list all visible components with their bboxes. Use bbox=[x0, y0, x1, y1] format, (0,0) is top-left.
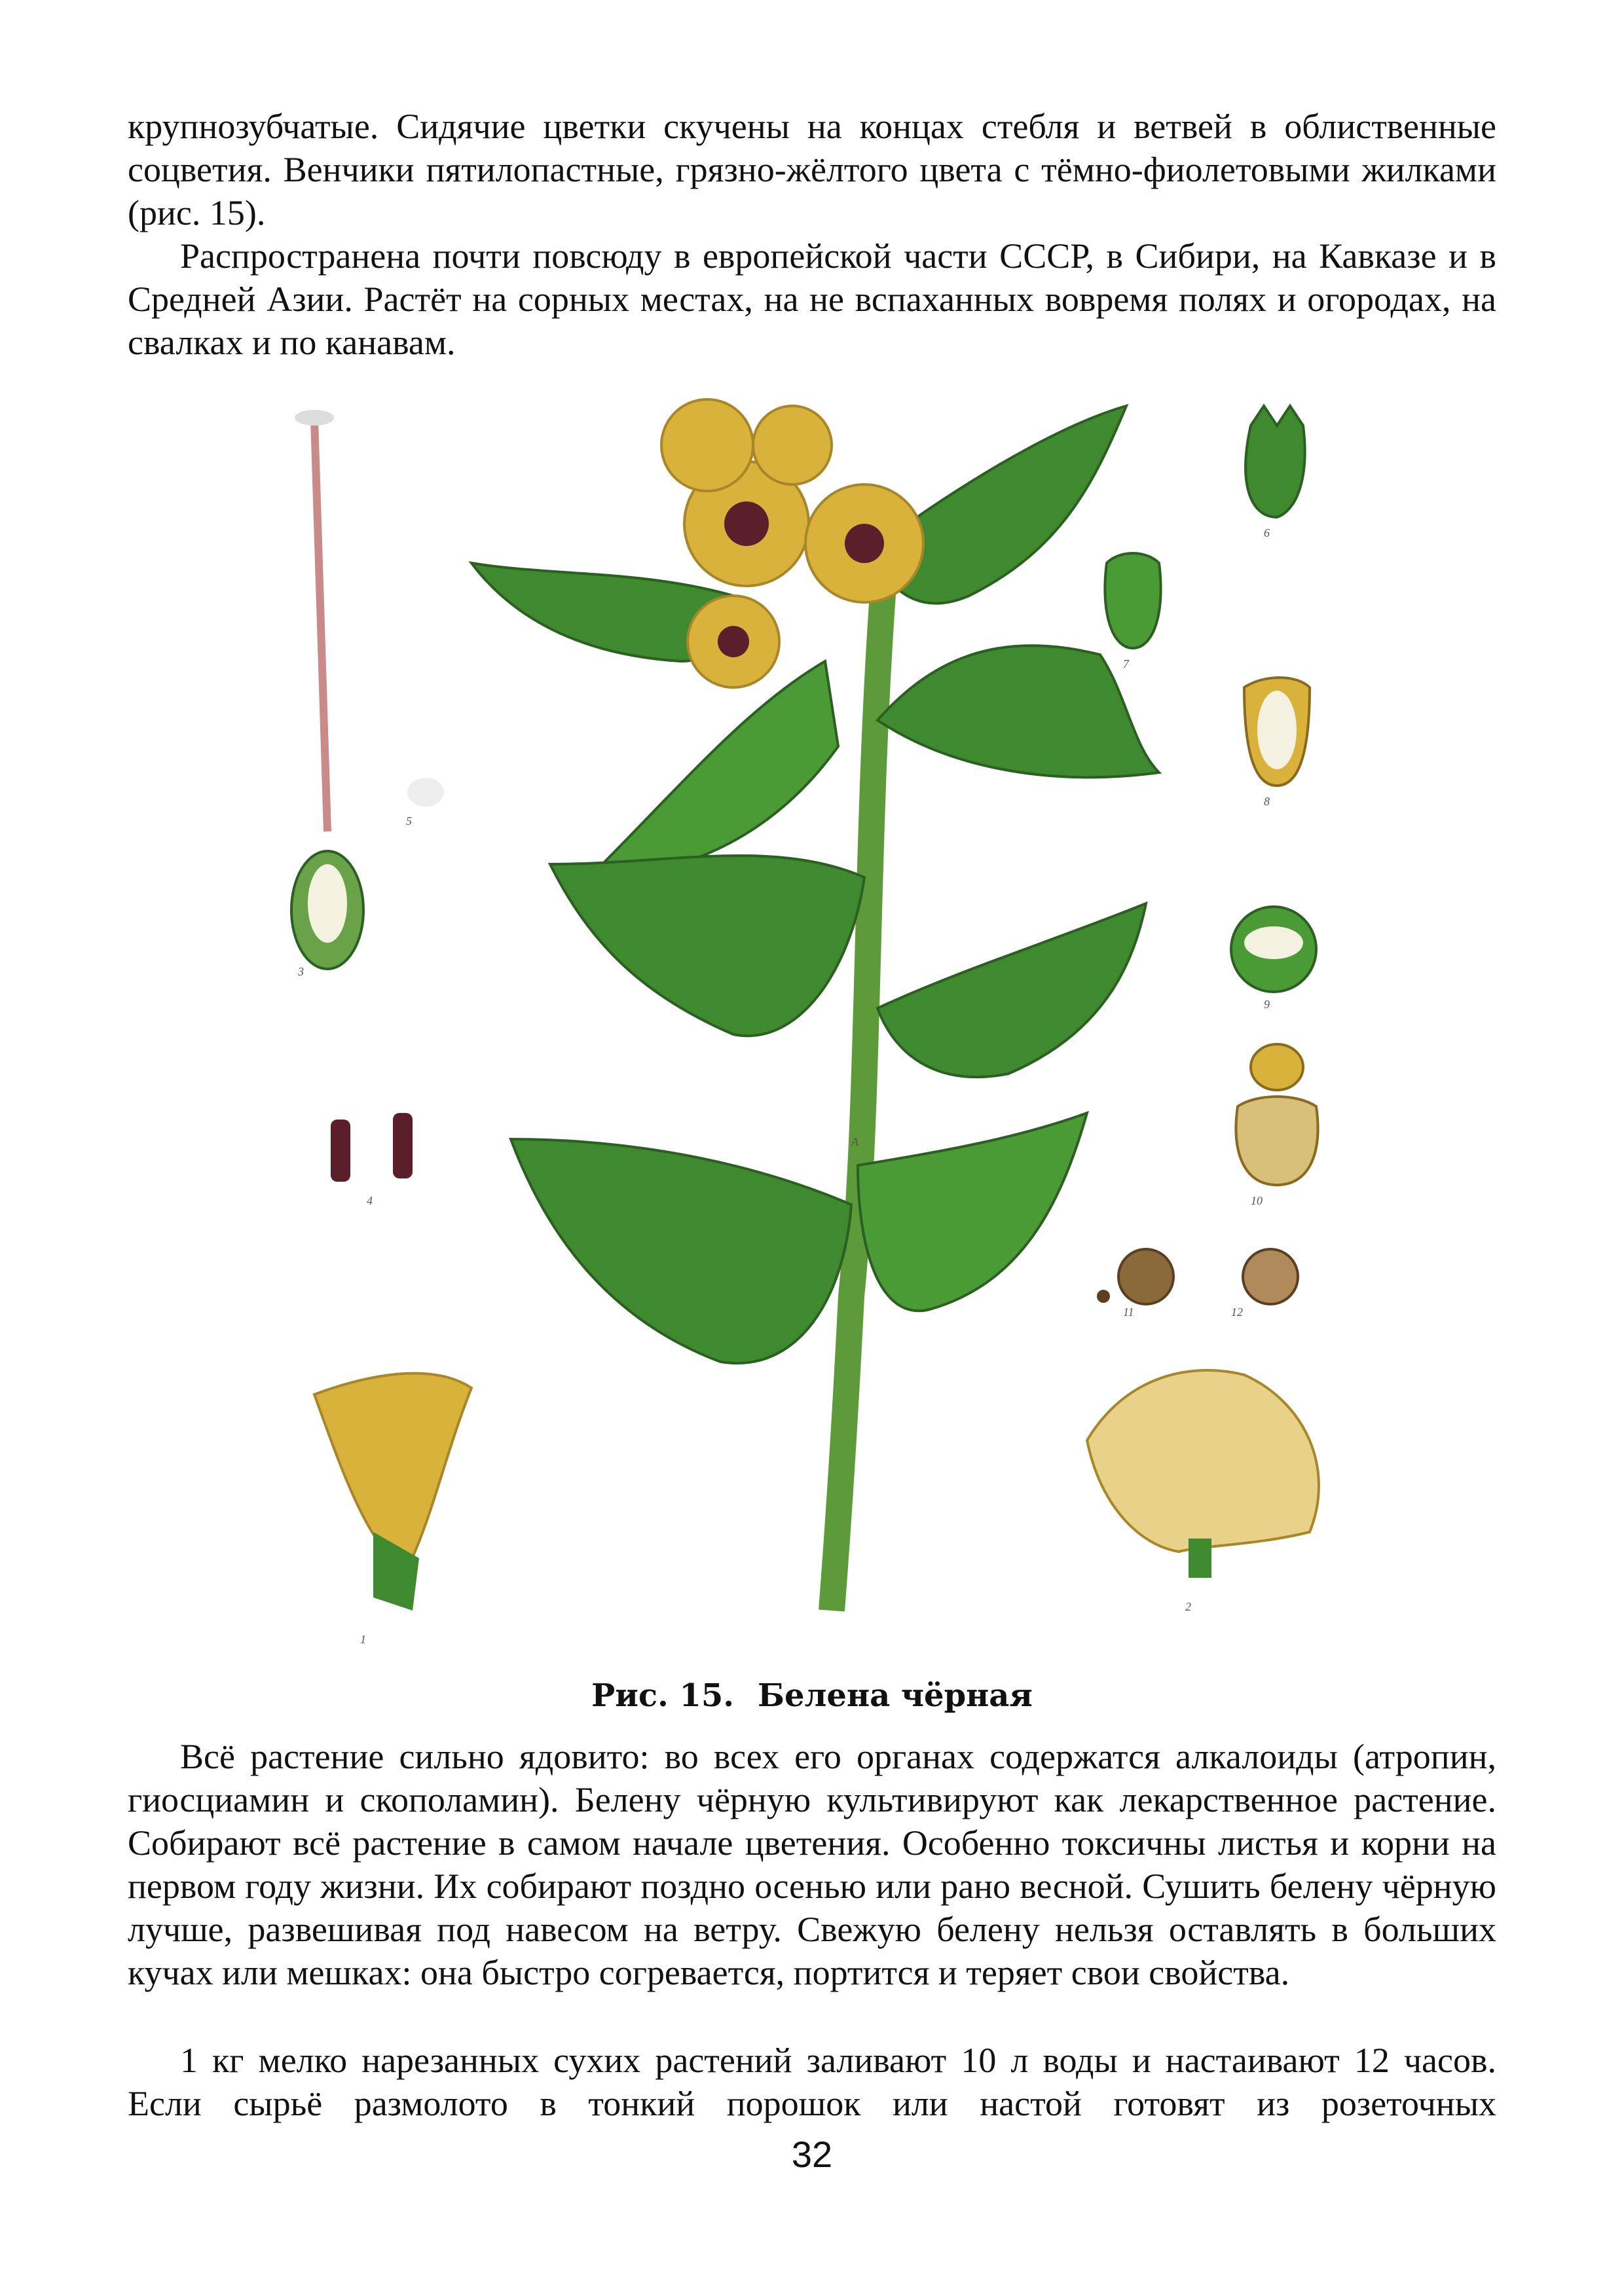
figure-caption bbox=[0, 1677, 1624, 1714]
figure-label-2: 2 bbox=[1185, 1600, 1191, 1613]
figure-label-10: 10 bbox=[1251, 1194, 1263, 1207]
main-stem bbox=[832, 576, 884, 1611]
leaf-lower-right bbox=[858, 1113, 1087, 1311]
figure-label-3: 3 bbox=[298, 965, 304, 978]
detail-stamen-b bbox=[393, 1113, 413, 1178]
paragraph-recipe: 1 кг мелко нарезанных сухих растений заливают 10 л воды и настаивают 12 часов. Если сырьё размолото в тонкий порошок или настой готовят из розеточных bbox=[128, 2041, 1496, 2123]
figure-label-8: 8 bbox=[1264, 795, 1270, 808]
figure-henbane-illustration bbox=[275, 380, 1349, 1656]
figure-caption-number: Рис. 15. bbox=[591, 1677, 735, 1714]
page-number: 32 bbox=[791, 2134, 833, 2175]
detail-pyxis-lid-10 bbox=[1251, 1044, 1303, 1090]
leaf-lower-left bbox=[511, 1139, 851, 1363]
detail-seed-5 bbox=[407, 778, 444, 807]
figure-label-7: 7 bbox=[1123, 657, 1129, 670]
detail-flower-side bbox=[314, 1374, 471, 1571]
figure-label-6: 6 bbox=[1264, 526, 1270, 539]
figure-label-12: 12 bbox=[1231, 1305, 1243, 1319]
figure-label-9: 9 bbox=[1264, 998, 1270, 1011]
leaf-middle-left bbox=[550, 856, 864, 1036]
detail-pyxis-10 bbox=[1236, 1097, 1318, 1185]
detail-capsule-7 bbox=[1105, 553, 1160, 648]
figure-label-11: 11 bbox=[1123, 1305, 1134, 1319]
paragraph-distribution: Распространена почти повсюду в европейской части СССР, в Сибири, на Кавказе и в Средней Азии. Растёт на сорных местах, на не вспаханных вовремя полях и огородах, на свалках и по канавам. bbox=[128, 236, 1496, 362]
henbane-botanical-drawing bbox=[275, 380, 1349, 1656]
leaf-upper-left bbox=[589, 661, 838, 877]
paragraph-description: крупнозубчатые. Сидячие цветки скучены на концах стебля и ветвей в облиственные соцветия. Венчики пятилопастные, грязно-жёлтого цвета с тёмно-фиолетовыми жилками (рис. 15). bbox=[128, 107, 1496, 232]
paragraph-toxicity: Всё растение сильно ядовито: во всех его органах содержатся алкалоиды (атропин, гиосциамин и скополамин). Белену чёрную культивируют как лекарственное растение. Собирают всё растение в самом начале цветения. Особенно токсичны листья и корни на первом году жизни. Их собирают поздно осенью или рано весной. Сушить белену чёрную лучше, развешивая под навесом на ветру. Свежую белену нельзя оставлять в больших кучах или мешках: она быстро согревается, портится и теряет свои свойства. bbox=[128, 1737, 1496, 1992]
detail-seed-11 bbox=[1118, 1249, 1173, 1304]
detail-flower-open bbox=[1087, 1370, 1319, 1552]
detail-fruit-6 bbox=[1246, 406, 1304, 517]
figure-label-4: 4 bbox=[367, 1194, 373, 1207]
figure-label-1: 1 bbox=[360, 1633, 366, 1646]
figure-caption-title: Белена чёрная bbox=[758, 1677, 1033, 1714]
leaf-upper-right bbox=[877, 646, 1159, 777]
figure-label-5: 5 bbox=[406, 814, 412, 828]
detail-pistil bbox=[291, 410, 363, 969]
leaf-middle-right bbox=[877, 903, 1146, 1077]
figure-label-a: A bbox=[851, 1135, 858, 1148]
detail-stamen-a bbox=[331, 1120, 350, 1182]
detail-seed-12 bbox=[1243, 1249, 1298, 1304]
